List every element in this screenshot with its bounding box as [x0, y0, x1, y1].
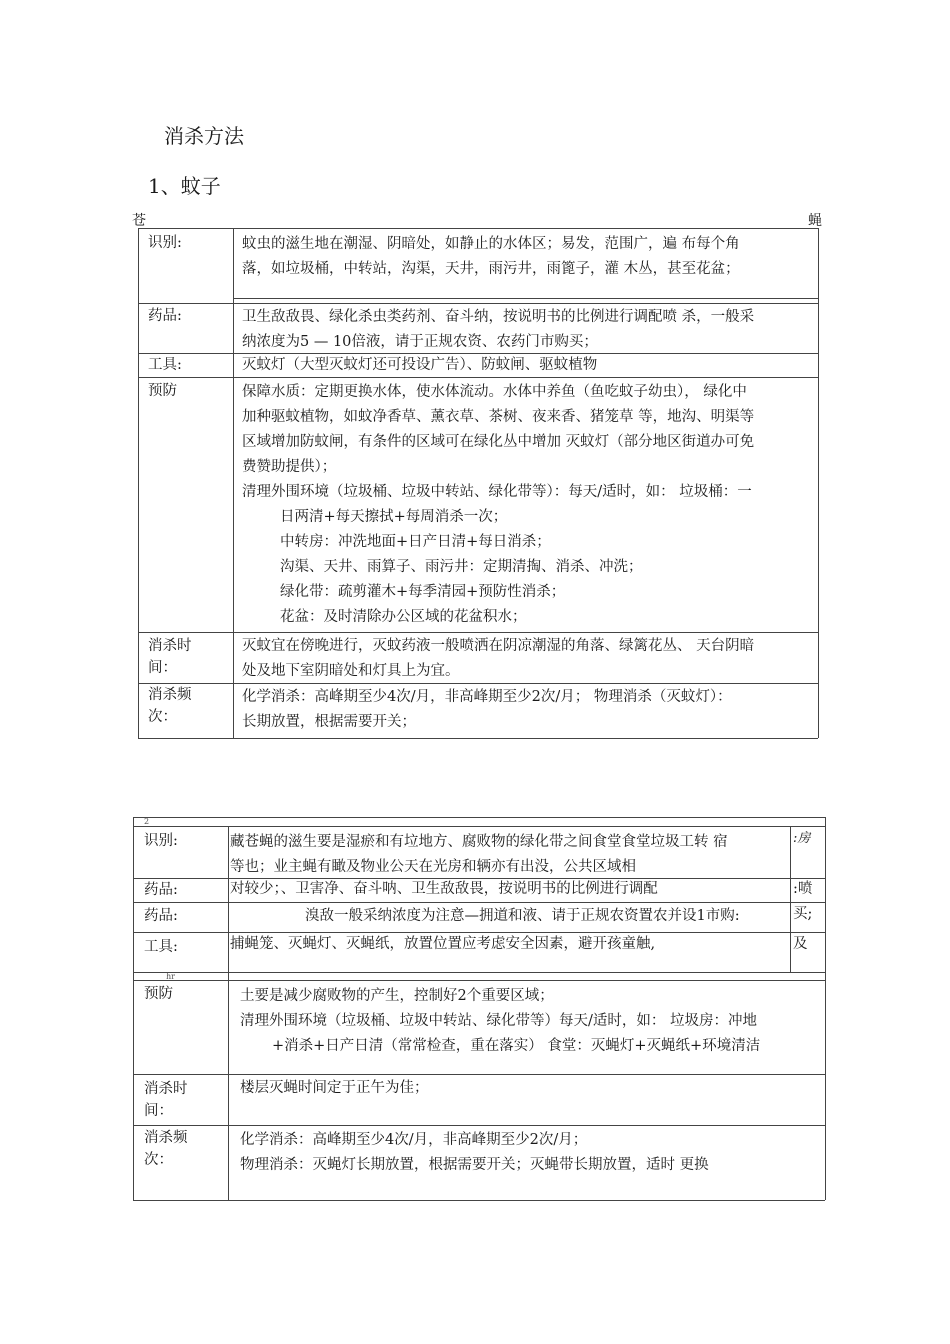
section-heading-mosquito: 1、蚊子 [148, 174, 221, 198]
fly-tools-side: 及 [793, 936, 808, 952]
mosquito-freq-text: 化学消杀：高峰期至少4次/月，非高峰期至少2次/月； 物理消杀（灭蚊灯）： 长期放置，根据需要开关； [242, 689, 732, 730]
stray-char-left: 苍 [132, 213, 146, 229]
fly-time-text: 楼层灭蝇时间定于正午为佳； [240, 1080, 429, 1096]
fly-prevent-text: 土要是减少腐败物的产生，控制好2个重要区域； 清理外围环境（垃圾桶、垃圾中转站、绿化带等）每天/适时，如： 垃圾房：冲地 +消杀+日产日清（常常检查，重在落实） 食堂：灭蝇灯+灭蝇纸+环境清洁 [240, 988, 761, 1054]
fly-medicine-label-1: 药品: [144, 882, 178, 898]
fly-freq-label: 消杀频 次： [144, 1130, 188, 1168]
mosquito-medicine-label: 药品: [148, 308, 182, 324]
mosquito-tools-text: 灭蚊灯（大型灭蚊灯还可投设广告）、防蚊闸、驱蚊植物 [242, 357, 598, 373]
page-title: 消杀方法 [164, 124, 244, 148]
mosquito-time-label: 消杀时 间： [148, 638, 192, 676]
mosquito-time-text: 灭蚊宜在傍晚进行，灭蚊药液一般喷洒在阴凉潮湿的角落、绿篱花丛、 天台阴暗 处及地下室阴暗处和灯具上为宜。 [242, 638, 755, 679]
fly-identify-text: 藏苍蝇的滋生要是湿瘀和有垃地方、腐败物的绿化带之间食堂食堂垃圾工转 宿 等也；业主蝇有瞰及物业公天在光房和辆亦有出没，公共区域相 [230, 834, 728, 875]
mosquito-medicine-text: 卫生敌敌畏、绿化杀虫类药剂、奋斗纳，按说明书的比例进行调配喷 杀，一般采 纳浓度为5 — 10倍液，请于正规农资、农药门市购买； [242, 309, 755, 350]
fly-medicine-side-2: 买; [793, 906, 813, 922]
fly-identify-label: 识别: [144, 833, 178, 849]
mosquito-prevent-label: 预防 [148, 383, 177, 399]
fly-freq-text: 化学消杀：高峰期至少4次/月，非高峰期至少2次/月； 物理消杀：灭蝇灯长期放置，根据需要开关；灭蝇带长期放置，适时 更换 [240, 1132, 709, 1173]
fly-medicine-text-2: 溴敌一般采纳浓度为注意—拥道和液、请于正规农资置农并设1市购: [305, 908, 740, 924]
page-mark: 2 [144, 817, 150, 826]
stray-char-right: 蝇 [808, 213, 822, 229]
mosquito-prevent-text: 保障水质：定期更换水体，使水体流动。水体中养鱼（鱼吃蚊子幼虫）， 绿化中 加种驱蚊植物，如蚊净香草、薰衣草、茶树、夜来香、猪笼草 等，地沟、明渠等 区域增加防蚊闸，有条件的区域可在绿化丛中增加 灭蚊灯（部分地区街道办可免 费赞助提供）； 清理外围环境（垃圾桶、垃圾中转站、绿化带等）：每天/适时，如： 垃圾桶：一 日两清+每天擦拭+每周消杀一次； 中转房：冲洗地面+日产日清+每日消杀； 沟渠、天井、雨算子、雨污井：定期清掏、消杀、冲洗； 绿化带：疏剪灌木+每季清园+预防性消杀； 花盆：及时清除办公区域的花盆积水； [242, 384, 755, 625]
mosquito-identify-label: 识别: [148, 235, 182, 251]
fly-tools-label: 工具: [144, 939, 178, 955]
hr-mark: hr [166, 972, 175, 981]
fly-time-label: 消杀时 间： [144, 1081, 188, 1119]
fly-tools-text: 捕蝇笼、灭蝇灯、灭蝇纸，放置位置应考虑安全因素，避开孩童触, [230, 936, 656, 952]
mosquito-freq-label: 消杀频 次： [148, 687, 192, 725]
fly-medicine-side-1: :喷 [793, 881, 813, 897]
fly-identify-side: :房 [793, 831, 811, 846]
fly-medicine-text-1: 对较少；、卫害净、奋斗呐、卫生敌敌畏，按说明书的比例进行调配 [230, 881, 658, 897]
fly-prevent-label: 预防 [144, 986, 173, 1002]
mosquito-identify-text: 蚊虫的滋生地在潮湿、阴暗处，如静止的水体区；易发，范围广，遍 布每个角 落，如垃圾桶，中转站，沟渠，天井，雨污井，雨篦子，灌 木丛，甚至花盆； [242, 236, 740, 277]
mosquito-tools-label: 工具: [148, 357, 182, 373]
fly-medicine-label-2: 药品: [144, 908, 178, 924]
